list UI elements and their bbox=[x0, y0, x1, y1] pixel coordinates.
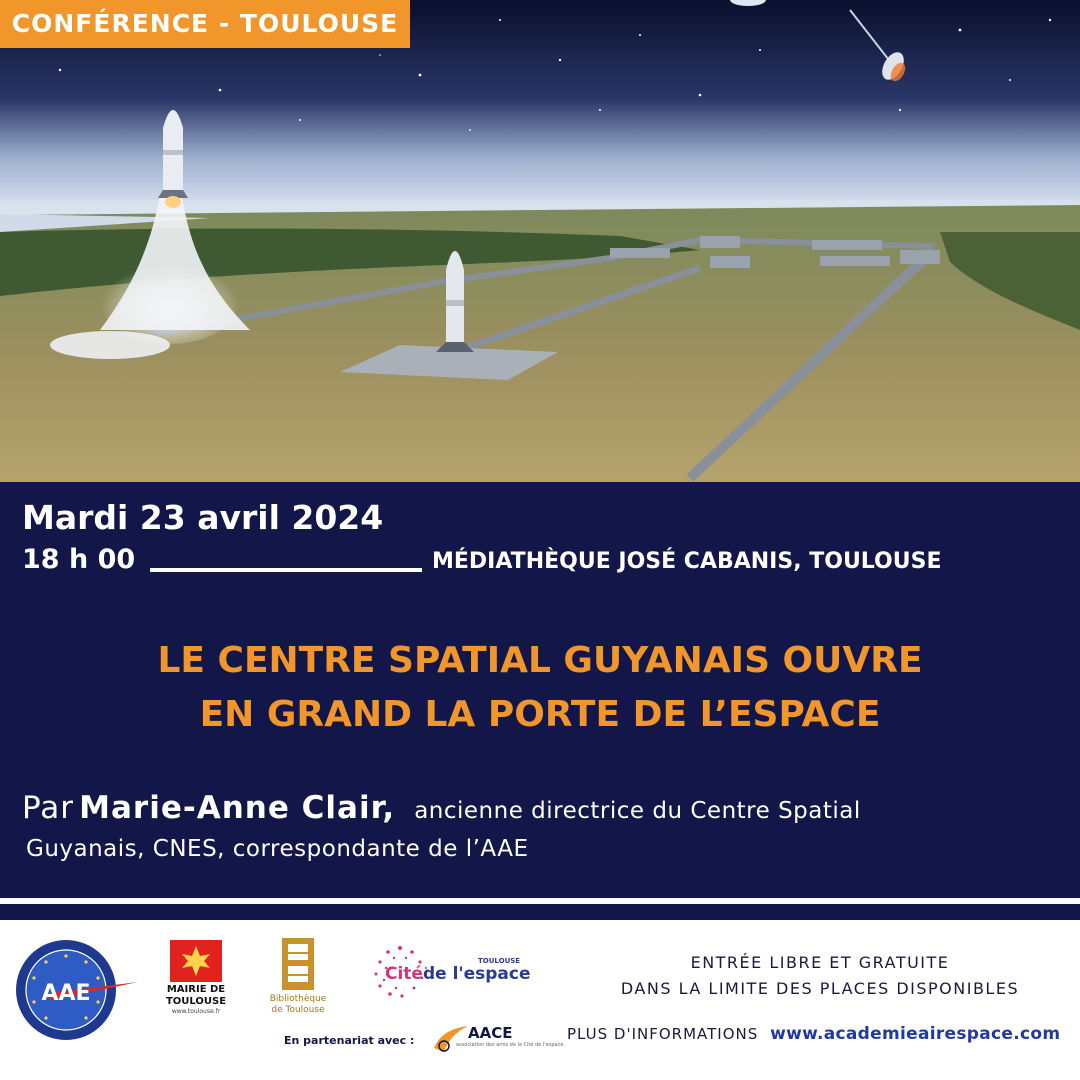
speaker-line bbox=[22, 790, 861, 826]
aace-wordmark: AACE bbox=[468, 1024, 513, 1042]
ground-smoke bbox=[50, 331, 170, 359]
aace-subtitle: association des amis de la Cité de l'espace bbox=[456, 1042, 564, 1048]
time-venue-divider bbox=[150, 568, 422, 572]
footer bbox=[0, 920, 1080, 1080]
speaker-role-line-2: Guyanais, CNES, correspondante de l’AAE bbox=[26, 836, 529, 862]
event-venue: MÉDIATHÈQUE JOSÉ CABANIS, TOULOUSE bbox=[432, 549, 942, 574]
more-info bbox=[567, 1024, 1060, 1044]
event-type-tag: CONFÉRENCE - TOULOUSE bbox=[0, 0, 410, 48]
talk-title-line-2: EN GRAND LA PORTE DE L’ESPACE bbox=[199, 694, 881, 735]
footer-band bbox=[0, 904, 1080, 920]
mairie-url: www.toulouse.fr bbox=[171, 1008, 221, 1015]
aace-logo bbox=[430, 1024, 470, 1058]
event-time: 18 h 00 bbox=[22, 544, 136, 575]
talk-title bbox=[0, 634, 1080, 742]
aae-logo bbox=[12, 938, 142, 1046]
speaker-role-line-1: ancienne directrice du Centre Spatial bbox=[414, 798, 861, 824]
bibliotheque-logo bbox=[282, 938, 314, 994]
bibliotheque-label: Bibliothèque de Toulouse bbox=[269, 994, 327, 1015]
occitan-cross-icon bbox=[170, 940, 222, 986]
entry-line-1: ENTRÉE LIBRE ET GRATUITE bbox=[690, 953, 950, 972]
partner-label: En partenariat avec : bbox=[284, 1034, 415, 1047]
entry-info bbox=[580, 950, 1060, 1002]
aae-badge-text: AAE bbox=[41, 981, 91, 1006]
event-info-panel bbox=[0, 482, 1080, 898]
more-info-label: PLUS D'INFORMATIONS bbox=[567, 1025, 759, 1043]
website-link[interactable]: www.academieairespace.com bbox=[770, 1024, 1061, 1044]
speaker-prefix: Par bbox=[22, 790, 75, 826]
spaceport-scene bbox=[0, 0, 1080, 482]
cite-city-label: TOULOUSE bbox=[478, 957, 521, 965]
event-date: Mardi 23 avril 2024 bbox=[22, 498, 384, 537]
entry-line-2: DANS LA LIMITE DES PLACES DISPONIBLES bbox=[620, 979, 1020, 998]
talk-title-line-1: LE CENTRE SPATIAL GUYANAIS OUVRE bbox=[157, 640, 923, 681]
cite-wordmark: Citéde l'espace bbox=[385, 964, 531, 984]
speaker-name: Marie-Anne Clair, bbox=[79, 790, 396, 826]
mairie-label: MAIRIE DE TOULOUSE bbox=[165, 984, 227, 1007]
spaceport-illustration bbox=[0, 0, 1080, 482]
